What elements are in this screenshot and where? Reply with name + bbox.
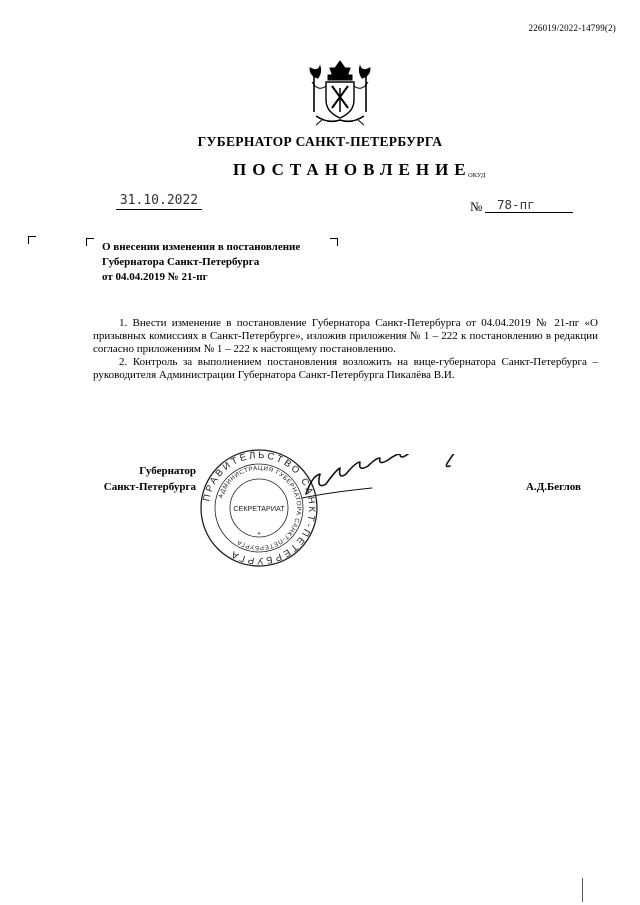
document-number-value: 78-пг [485, 197, 573, 213]
signatory-position [91, 463, 196, 495]
document-title [102, 240, 300, 285]
margin-mark [582, 878, 583, 902]
corner-bracket-title-left [86, 238, 94, 246]
position-line: Санкт-Петербурга [103, 481, 196, 493]
title-line: Губернатора Санкт-Петербурга [102, 256, 260, 268]
stamp-outer-text: ПРАВИТЕЛЬСТВО САНКТ-ПЕТЕРБУРГА [201, 449, 318, 567]
okud-label: ОКУД [468, 172, 486, 179]
title-line: О внесении изменения в постановление [102, 241, 301, 253]
position-line: Губернатор [139, 465, 196, 477]
stamp-inner-text: АДМИНИСТРАЦИЯ ГУБЕРНАТОРА САНКТ-ПЕТЕРБУРГА [217, 464, 303, 552]
organization-heading: ГУБЕРНАТОР САНКТ-ПЕТЕРБУРГА [197, 134, 443, 149]
coat-of-arms-icon [304, 58, 376, 128]
document-date: 31.10.2022 [116, 193, 202, 210]
number-prefix: № [470, 199, 483, 214]
corner-bracket-left [28, 236, 36, 244]
document-body [93, 317, 598, 382]
stamp-center-text: СЕКРЕТАРИАТ [233, 504, 285, 513]
paragraph-2: 2. Контроль за выполнением постановления возложить на вице-губернатора Санкт-Петербурга – руководителя Администрации Губернатора Санкт-Петербурга Пикалёва В.И. [93, 356, 598, 381]
document-number: 226019/2022-14799(2) [528, 23, 616, 33]
corner-bracket-title-right [330, 238, 338, 246]
document-type-heading: ПОСТАНОВЛЕНИЕ [233, 160, 472, 179]
title-line: от 04.04.2019 № 21-пг [102, 271, 208, 283]
paragraph-1: 1. Внести изменение в постановление Губернатора Санкт-Петербурга от 04.04.2019 № 21-пг «О призывных комиссиях в Санкт-Петербурге», изложив приложения № 1 – 222 к постановлению в редакции согласно приложениям № 1 – 222 к настоящему постановлению. [93, 317, 598, 355]
handwritten-signature [302, 454, 492, 508]
signatory-name: А.Д.Беглов [526, 481, 581, 493]
svg-text:*: * [257, 531, 261, 539]
